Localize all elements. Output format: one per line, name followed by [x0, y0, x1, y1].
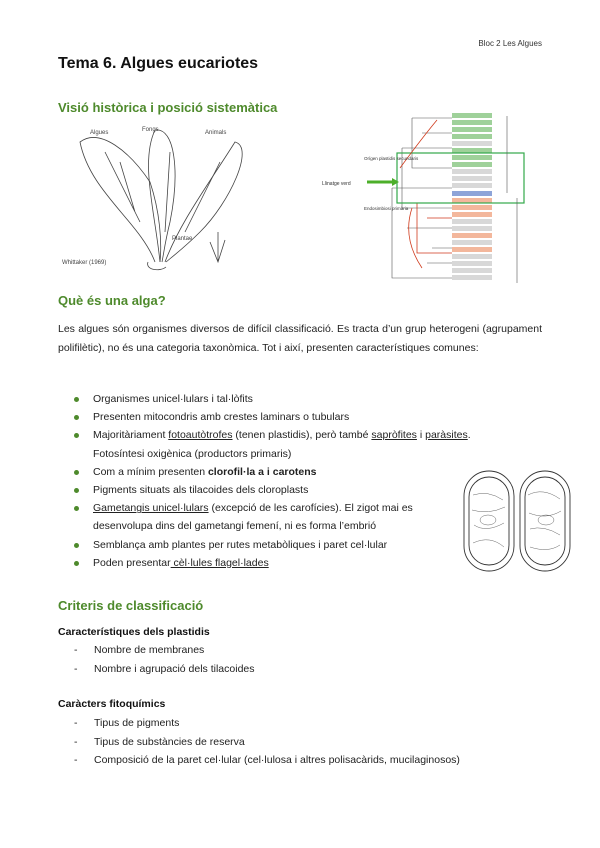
list-item: - Nombre de membranes — [74, 641, 255, 660]
phylogeny-figure — [312, 108, 542, 293]
label-plantae: Plantae — [172, 236, 193, 242]
list-item: Poden presentar cèl·lules flagel·lades — [72, 554, 472, 572]
section-heading-historical: Visió històrica i posició sistemàtica — [58, 100, 278, 115]
list-item: - Composició de la paret cel·lular (cel·lulosa i altres polisacàrids, mucilaginosos) — [74, 751, 460, 770]
page-title: Tema 6. Algues eucariotes — [58, 55, 259, 72]
label-algues: Algues — [90, 130, 109, 136]
diatom-cells-figure — [458, 465, 578, 577]
section-heading-what-is-alga: Què és una alga? — [58, 293, 166, 308]
characteristics-list — [72, 390, 472, 572]
list-item: Gametangis unicel·lulars (excepció de les carofícies). El zigot mai es desenvolupa dins del gametangi femení, ni es forma l’embrió — [72, 499, 472, 535]
subheading-phytochemical: Caràcters fitoquímics — [58, 698, 166, 710]
section-heading-criteria: Criteris de classificació — [58, 598, 204, 613]
header-bloc: Bloc 2 Les Algues — [478, 39, 542, 48]
intro-paragraph: Les algues són organismes diversos de difícil classificació. Es tracta d’un grup heterogeni (agrupament polifilètic), no és una categoria taxonòmica. Tot i així, presenten característiques comunes: — [58, 323, 542, 354]
list-item: Semblança amb plantes per rutes metabòliques i paret cel·lular — [72, 536, 472, 554]
whittaker-tree-figure — [60, 122, 290, 272]
list-item: Organismes unicel·lulars i tal·lòfits — [72, 390, 472, 408]
bullet-icon — [74, 433, 79, 438]
label-endosimbiosi: Endosimbiosi primària — [364, 206, 409, 211]
bullet-icon — [74, 506, 79, 511]
bullet-icon — [74, 397, 79, 402]
label-origen-plastidis: Orígen plastidis secundaris — [364, 156, 419, 161]
subheading-plastids: Característiques dels plastidis — [58, 626, 210, 638]
list-item: Pigments situats als tilacoides dels cloroplasts — [72, 481, 472, 499]
list-item: Com a mínim presenten clorofil·la a i carotens — [72, 463, 472, 481]
list-item: - Tipus de substàncies de reserva — [74, 733, 460, 752]
figure-caption: Whittaker (1969) — [62, 260, 107, 266]
label-animals: Animals — [205, 130, 227, 136]
list-item: - Nombre i agrupació dels tilacoides — [74, 660, 255, 679]
bullet-icon — [74, 561, 79, 566]
label-fongs: Fongs — [142, 127, 159, 133]
list-item: Majoritàriament fotoautòtrofes (tenen plastidis), però també sapròfites i paràsites. Fotosíntesi oxigènica (productors primaris) — [72, 426, 472, 462]
bullet-icon — [74, 470, 79, 475]
bullet-icon — [74, 543, 79, 548]
bullet-icon — [74, 488, 79, 493]
phytochemical-criteria-list — [74, 714, 460, 770]
label-llinatge-verd: Llinatge verd — [322, 181, 351, 187]
bullet-icon — [74, 415, 79, 420]
list-item: - Tipus de pigments — [74, 714, 460, 733]
list-item: Presenten mitocondris amb crestes laminars o tubulars — [72, 408, 472, 426]
plastid-criteria-list — [74, 641, 255, 678]
